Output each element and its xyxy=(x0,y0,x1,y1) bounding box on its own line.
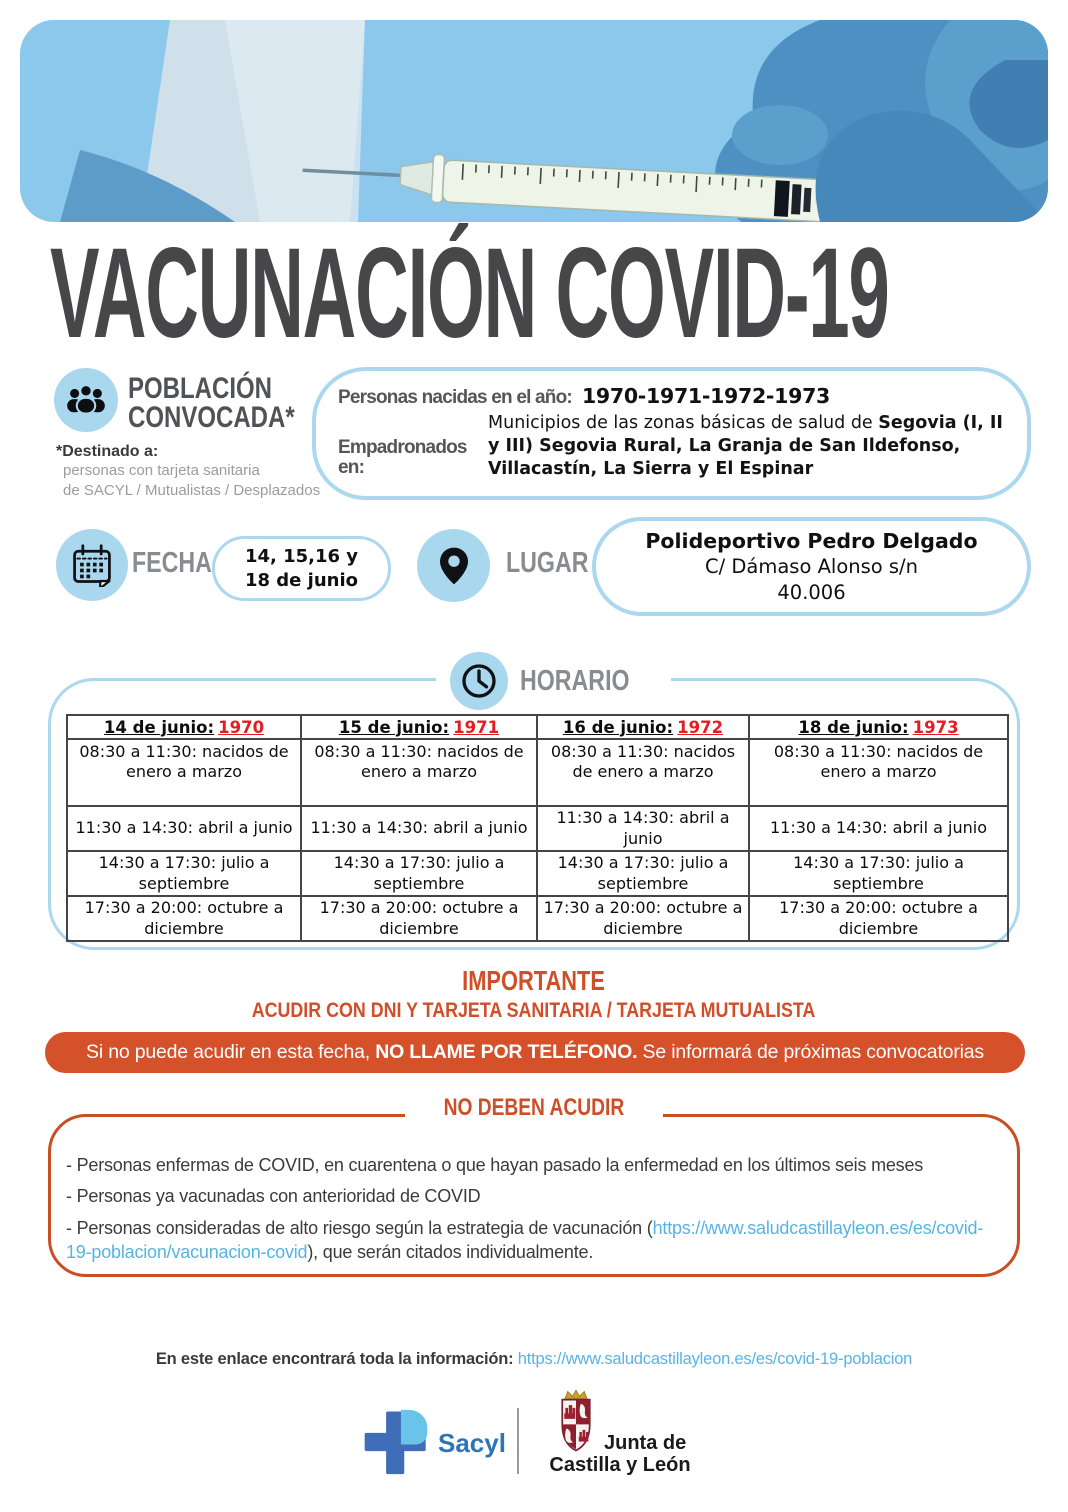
calendar-icon xyxy=(56,529,128,601)
empadronados-text xyxy=(488,412,1011,481)
list-item: - Personas enfermas de COVID, en cuarentena o que hayan pasado la enfermedad en los últimos seis meses xyxy=(66,1155,924,1175)
table-cell: 14:30 a 17:30: julio a septiembre xyxy=(67,851,301,896)
list-item xyxy=(66,1216,998,1265)
table-cell: 14:30 a 17:30: julio a septiembre xyxy=(537,851,749,896)
table-cell: 14:30 a 17:30: julio a septiembre xyxy=(301,851,537,896)
nacidas-label: Personas nacidas en el año: xyxy=(338,387,572,408)
table-cell: 11:30 a 14:30: abril a junio xyxy=(749,806,1008,851)
destinado-line: personas con tarjeta sanitaria xyxy=(63,462,260,479)
nacidas-bubble xyxy=(312,367,1031,500)
poblacion-convocada-label xyxy=(128,374,336,432)
fecha-label: FECHA xyxy=(132,547,212,579)
table-header-cell: 14 de junio: 1970 xyxy=(67,715,301,739)
header-photo xyxy=(20,20,1048,222)
poblacion-label-line1: POBLACIÓN xyxy=(128,372,272,405)
empadronados-label: Empadronados en: xyxy=(338,437,467,478)
info-link[interactable]: https://www.saludcastillayleon.es/es/covid-19-poblacion xyxy=(517,1350,913,1368)
table-cell: 08:30 a 11:30: nacidos de enero a marzo xyxy=(749,739,1008,806)
horario-legend xyxy=(436,650,671,712)
table-cell: 17:30 a 20:00: octubre a diciembre xyxy=(537,896,749,941)
sacyl-cross-icon xyxy=(363,1408,429,1476)
lugar-line2: C/ Dámaso Alonso s/n xyxy=(704,555,918,579)
table-cell: 08:30 a 11:30: nacidos de enero a marzo xyxy=(537,739,749,806)
fecha-line2: 18 de junio xyxy=(244,569,358,591)
table-header-row xyxy=(67,715,1008,739)
junta-logo xyxy=(540,1390,700,1480)
table-cell: 17:30 a 20:00: octubre a diciembre xyxy=(301,896,537,941)
footer-info xyxy=(0,1350,1068,1369)
banner-bold: NO LLAME POR TELÉFONO. xyxy=(375,1041,638,1063)
empadronados-bold: Segovia (I, II y III) Segovia Rural, La Granja de San Ildefonso, Villacastín, La Sierra y El Espinar xyxy=(488,413,1003,480)
importante-subtitle: ACUDIR CON DNI Y TARJETA SANITARIA / TARJETA MUTUALISTA xyxy=(252,999,816,1022)
table-header-cell: 15 de junio: 1971 xyxy=(301,715,537,739)
table-row xyxy=(67,806,1008,851)
no-deben-acudir-title: NO DEBEN ACUDIR xyxy=(0,1094,1068,1122)
footer-info-label: En este enlace encontrará toda la información: xyxy=(155,1350,518,1368)
fecha-line1: 14, 15,16 y xyxy=(244,546,359,568)
table-row xyxy=(67,896,1008,941)
table-cell: 14:30 a 17:30: julio a septiembre xyxy=(749,851,1008,896)
horario-table xyxy=(66,714,1009,942)
sacyl-logo xyxy=(363,1408,429,1476)
junta-label-line1: Junta de xyxy=(604,1432,687,1454)
list-item-suffix: ), que serán citados individualmente. xyxy=(307,1241,594,1262)
nacidas-years: 1970-1971-1972-1973 xyxy=(581,384,831,408)
table-cell: 08:30 a 11:30: nacidos de enero a marzo xyxy=(301,739,537,806)
banner-prefix: Si no puede acudir en esta fecha, xyxy=(86,1041,376,1063)
table-row xyxy=(67,851,1008,896)
table-cell: 11:30 a 14:30: abril a junio xyxy=(67,806,301,851)
table-cell: 11:30 a 14:30: abril a junio xyxy=(537,806,749,851)
table-row xyxy=(67,739,1008,806)
importante-title: IMPORTANTE xyxy=(462,965,606,996)
no-llame-banner xyxy=(45,1032,1025,1073)
horario-label: HORARIO xyxy=(520,664,630,697)
table-header-cell: 18 de junio: 1973 xyxy=(749,715,1008,739)
location-pin-icon xyxy=(417,529,490,602)
table-cell: 17:30 a 20:00: octubre a diciembre xyxy=(67,896,301,941)
destinado-title: *Destinado a: xyxy=(56,443,159,460)
empadronados-regular: Municipios de las zonas básicas de salud de xyxy=(488,413,879,433)
list-item-prefix: - Personas consideradas de alto riesgo según la estrategia de vacunación ( xyxy=(66,1217,653,1238)
lugar-line1: Polideportivo Pedro Delgado xyxy=(645,528,978,553)
banner-suffix: Se informará de próximas convocatorias xyxy=(637,1041,984,1063)
syringe-photo-illustration xyxy=(20,20,1048,222)
list-item: - Personas ya vacunadas con anterioridad de COVID xyxy=(66,1186,481,1207)
sacyl-label: Sacyl xyxy=(438,1428,506,1458)
page-title: VACUNACIÓN COVID-19 xyxy=(50,222,889,365)
table-cell: 08:30 a 11:30: nacidos de enero a marzo xyxy=(67,739,301,806)
table-cell: 17:30 a 20:00: octubre a diciembre xyxy=(749,896,1008,941)
clock-icon xyxy=(450,652,508,710)
table-header-cell: 16 de junio: 1972 xyxy=(537,715,749,739)
no-deben-acudir-list xyxy=(66,1153,998,1271)
lugar-line3: 40.006 xyxy=(777,580,846,604)
destinado-line: de SACYL / Mutualistas / Desplazados xyxy=(63,482,321,500)
vacunacion-covid-link[interactable]: https://www.saludcastillayleon.es/es/covid-19-poblacion/vacunacion-covid xyxy=(66,1217,984,1262)
junta-label-line2: Castilla y León xyxy=(549,1454,691,1476)
horario-section xyxy=(48,664,1020,950)
poblacion-label-line2: CONVOCADA* xyxy=(128,401,295,434)
logo-divider xyxy=(517,1408,519,1474)
people-icon xyxy=(54,368,118,432)
junta-shield-icon xyxy=(554,1390,598,1456)
table-cell: 11:30 a 14:30: abril a junio xyxy=(301,806,537,851)
lugar-bubble xyxy=(592,517,1031,616)
fecha-bubble xyxy=(212,536,391,601)
lugar-label: LUGAR xyxy=(506,547,589,579)
